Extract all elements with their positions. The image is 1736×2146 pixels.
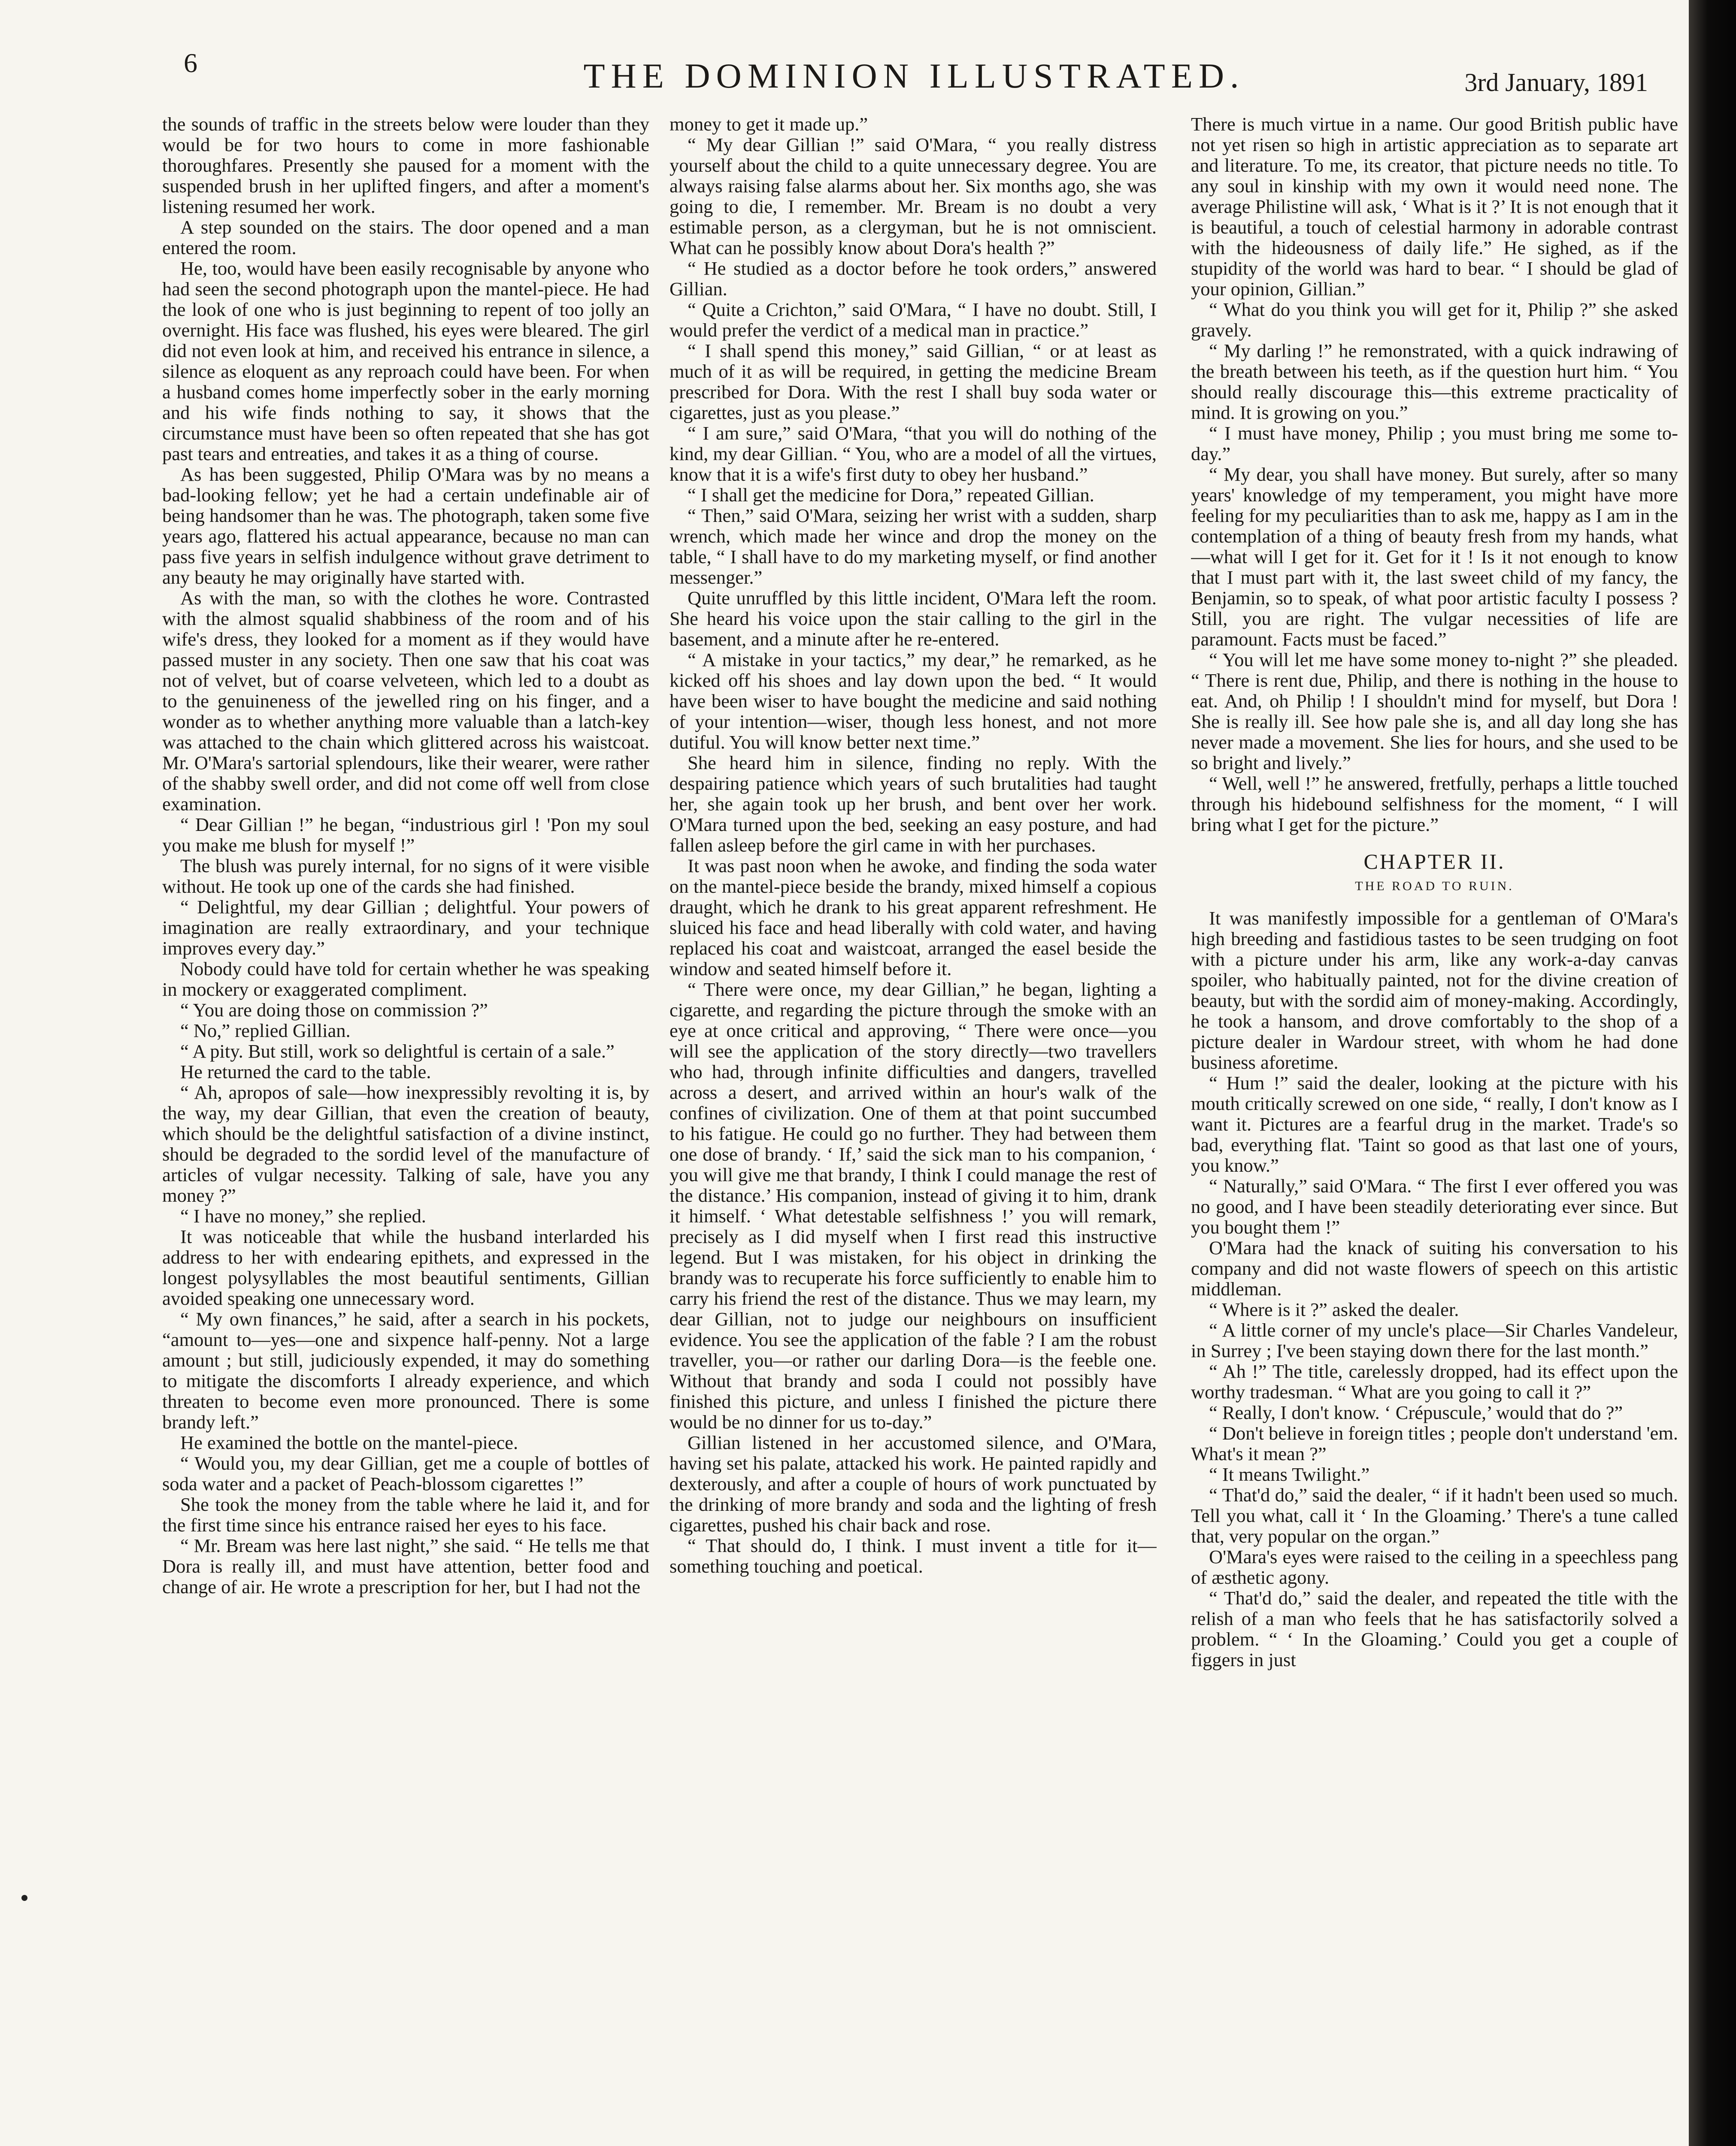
paragraph: “ He studied as a doctor before he took orders,” answered Gillian.	[670, 258, 1157, 300]
paragraph: “ That'd do,” said the dealer, and repeated the title with the relish of a man who feels that he has satisfactorily solved a problem. “ ‘ In the Gloaming.’ Could you get a couple of figgers in just	[1191, 1587, 1678, 1670]
paragraph: “ Naturally,” said O'Mara. “ The first I ever offered you was no good, and I have been steadily deteriorating ever since. But you bought them !”	[1191, 1175, 1678, 1238]
paragraph: “ Really, I don't know. ‘ Crépuscule,’ would that do ?”	[1209, 1402, 1623, 1423]
paragraph: “ I must have money, Philip ; you must bring me some to-day.”	[1191, 422, 1678, 464]
paragraph: It was noticeable that while the husband interlarded his address to her with endearing epithets, and expressed in the longest polysyllables the most beautiful sentiments, Gillian avoided speaking one unnecessary word.	[162, 1226, 649, 1309]
paragraph: “ Delightful, my dear Gillian ; delightful. Your powers of imagination are really extraordinary, and your technique improves every day.”	[162, 896, 649, 959]
page-number: 6	[184, 48, 197, 78]
paragraph: “ You are doing those on commission ?”	[180, 999, 488, 1021]
paragraph: He, too, would have been easily recognisable by anyone who had seen the second photograph upon the mantel-piece. He had the look of one who is just beginning to repent of too jolly an overnight. His face was flushed, his eyes were bleared. The girl did not even look at him, and received his entrance in silence, a silence as eloquent as any reproach could have been. For when a husband comes home imperfectly sober in the early morning and his wife finds nothing to say, it shows that the circumstance must have been so often repeated that she has got past tears and entreaties, and takes it as a thing of course.	[162, 258, 649, 464]
margin-ink-dot	[21, 1895, 27, 1901]
chapter-subtitle: THE ROAD TO RUIN.	[1355, 879, 1514, 893]
paragraph: “ Would you, my dear Gillian, get me a couple of bottles of soda water and a packet of Peach-blossom cigarettes !”	[162, 1452, 649, 1494]
paragraph: As with the man, so with the clothes he wore. Contrasted with the almost squalid shabbiness of the room and of his wife's dress, they looked for a moment as if they would have passed muster in any society. Then one saw that his coat was not of velvet, but of coarse velveteen, which led to a doubt as to the genuineness of the jewelled ring on his finger, and a wonder as to whether anything more valuable than a latch-key was attached to the chain which glittered across his waistcoat. Mr. O'Mara's sartorial splendours, like their wearer, were rather of the shabby swell order, and did not come off well from close examination.	[162, 587, 649, 815]
paragraph: “ I shall spend this money,” said Gillian, “ or at least as much of it as will be required, in getting the medicine Bream prescribed for Dora. With the rest I shall buy soda water or cigarettes, just as you please.”	[670, 340, 1157, 423]
paragraph: “ Hum !” said the dealer, looking at the picture with his mouth critically screwed on one side, “ really, I don't know as I want it. Pictures are a fearful drug in the market. Trade's so bad, everything flat. 'Taint so good as that last one of yours, you know.”	[1191, 1072, 1678, 1176]
paragraph: “ Where is it ?” asked the dealer.	[1209, 1299, 1459, 1320]
paragraph: A step sounded on the stairs. The door opened and a man entered the room.	[162, 216, 649, 258]
paragraph: “ Dear Gillian !” he began, “industrious girl ! 'Pon my soul you make me blush for myself !”	[162, 814, 649, 856]
scan-dark-edge	[1689, 0, 1736, 2146]
paragraph: “ There were once, my dear Gillian,” he began, lighting a cigarette, and regarding the picture through the smoke with an eye at once critical and approving, “ There were once—you will see the application of the story directly—two travellers who had, through infinite difficulties and dangers, travelled across a desert, and arrived within an hour's walk of the confines of civilization. One of them at that point succumbed to his fatigue. He could go no further. They had between them one dose of brandy. ‘ If,’ said the sick man to his companion, ‘ you will give me that brandy, I think I could manage the rest of the distance.’ His companion, instead of giving it to him, drank it himself. ‘ What detestable selfishness !’ you will remark, precisely as I did myself when I first read this instructive legend. But I was mistaken, for his object in drinking the brandy was to recuperate his force sufficiently to enable him to carry his friend the rest of the distance. Thus we may learn, my dear Gillian, not to judge our neighbours on insufficient evidence. You see the application of the fable ? I am the robust traveller, you—or rather our darling Dora—is the feeble one. Without that brandy and soda I could not possibly have finished this picture, and unless I finished the picture there would be no dinner for us to-day.”	[670, 979, 1157, 1433]
page-header	[163, 47, 1665, 107]
text-column-3	[1191, 114, 1678, 2122]
paragraph: She took the money from the table where he laid it, and for the first time since his entrance raised her eyes to his face.	[162, 1494, 649, 1536]
paragraph: “ Well, well !” he answered, fretfully, perhaps a little touched through his hidebound selfishness for the moment, “ I will bring what I get for the picture.”	[1191, 773, 1678, 835]
chapter-heading: CHAPTER II.	[1363, 849, 1506, 873]
paragraph: “ I am sure,” said O'Mara, “that you will do nothing of the kind, my dear Gillian. “ You, who are a model of all the virtues, know that it is a wife's first duty to obey her husband.”	[670, 422, 1157, 485]
masthead-title: THE DOMINION ILLUSTRATED.	[583, 56, 1245, 95]
text-column-1	[162, 114, 649, 2122]
paragraph: O'Mara's eyes were raised to the ceiling in a speechless pang of æsthetic agony.	[1191, 1546, 1678, 1588]
paragraph: “ That'd do,” said the dealer, “ if it hadn't been used so much. Tell you what, call it ‘ In the Gloaming.’ There's a tune called that, very popular on the organ.”	[1191, 1484, 1678, 1547]
paragraph: As has been suggested, Philip O'Mara was by no means a bad-looking fellow; yet he had a certain undefinable air of being handsomer than he was. The photograph, taken some five years ago, flattered his actual appearance, because no man can pass five years in selfish indulgence without grave detriment to any beauty he may originally have started with.	[162, 464, 649, 588]
paragraph: “ A little corner of my uncle's place—Sir Charles Vandeleur, in Surrey ; I've been staying down there for the last month.”	[1191, 1319, 1678, 1361]
paragraph: “ It means Twilight.”	[1209, 1464, 1370, 1485]
paragraph: Nobody could have told for certain whether he was speaking in mockery or exaggerated compliment.	[162, 958, 649, 1000]
paragraph: “ Mr. Bream was here last night,” she said. “ He tells me that Dora is really ill, and must have attention, better food and change of air. He wrote a prescription for her, but I had not the	[162, 1535, 649, 1597]
paragraph: “ Don't believe in foreign titles ; people don't understand 'em. What's it mean ?”	[1191, 1422, 1678, 1464]
paragraph: It was past noon when he awoke, and finding the soda water on the mantel-piece beside the brandy, mixed himself a copious draught, which he drank to his great apparent refreshment. He sluiced his face and head liberally with cold water, and having replaced his coat and waistcoat, arranged the easel beside the window and seated himself before it.	[670, 855, 1157, 979]
paragraph: He returned the card to the table.	[180, 1061, 431, 1082]
paragraph: O'Mara had the knack of suiting his conversation to his company and did not waste flowers of speech on this artistic middleman.	[1191, 1237, 1678, 1300]
paragraph: “ What do you think you will get for it, Philip ?” she asked gravely.	[1191, 299, 1678, 341]
text-column-2	[670, 114, 1157, 2122]
paragraph: “ My dear Gillian !” said O'Mara, “ you really distress yourself about the child to a quite unnecessary degree. You are always raising false alarms about her. Six months ago, she was going to die, I remember. Mr. Bream is no doubt a very estimable person, as a clergyman, but he is not omniscient. What can he possibly know about Dora's health ?”	[670, 134, 1157, 258]
paragraph: “ That should do, I think. I must invent a title for it—something touching and poetical.	[670, 1535, 1157, 1577]
paragraph: money to get it made up.”	[670, 114, 868, 135]
paragraph: “ No,” replied Gillian.	[180, 1020, 351, 1041]
paragraph: “ A mistake in your tactics,” my dear,” he remarked, as he kicked off his shoes and lay down upon the bed. “ It would have been wiser to have bought the medicine and said nothing of your intention—wiser, though less honest, and not more dutiful. You will know better next time.”	[670, 649, 1157, 753]
paragraph: The blush was purely internal, for no signs of it were visible without. He took up one of the cards she had finished.	[162, 855, 649, 897]
paragraph: “ My own finances,” he said, after a search in his pockets, “amount to—yes—one and sixpence half-penny. Not a large amount ; but still, judiciously expended, it may do something to mitigate the discomforts I already experience, and which threaten to become even more pronounced. There is some brandy left.”	[162, 1308, 649, 1433]
paragraph: There is much virtue in a name. Our good British public have not yet risen so high in artistic appreciation as to separate art and literature. To me, its creator, that picture needs no title. To any soul in kinship with my own it would need none. The average Philistine will ask, ‘ What is it ?’ It is not enough that it is beautiful, a touch of celestial harmony in adorable contrast with the hideousness of daily life.” He sighed, as if the stupidity of the world was hard to bear. “ I should be glad of your opinion, Gillian.”	[1191, 114, 1678, 300]
paragraph: He examined the bottle on the mantel-piece.	[180, 1432, 518, 1453]
paragraph: the sounds of traffic in the streets below were louder than they would be for two hours to come in more fashionable thoroughfares. Presently she paused for a moment with the suspended brush in her uplifted fingers, and after a moment's listening resumed her work.	[162, 114, 649, 217]
paragraph: “ A pity. But still, work so delightful is certain of a sale.”	[180, 1040, 615, 1062]
paragraph: Quite unruffled by this little incident, O'Mara left the room. She heard his voice upon the stair calling to the girl in the basement, and a minute after he re-entered.	[670, 587, 1157, 650]
paragraph: “ You will let me have some money to-night ?” she pleaded. “ There is rent due, Philip, and there is nothing in the house to eat. And, oh Philip ! I shouldn't mind for myself, but Dora ! She is really ill. See how pale she is, and all day long she has never made a movement. She lies for hours, and she used to be so bright and lively.”	[1191, 649, 1678, 773]
paragraph: “ Ah !” The title, carelessly dropped, had its effect upon the worthy tradesman. “ What are you going to call it ?”	[1191, 1361, 1678, 1403]
issue-date: 3rd January, 1891	[1464, 68, 1648, 97]
paragraph: It was manifestly impossible for a gentleman of O'Mara's high breeding and fastidious tastes to be seen trudging on foot with a picture under his arm, like any work-a-day canvas spoiler, who habitually painted, not for the divine creation of beauty, but with the sordid aim of money-making. Accordingly, he took a hansom, and drove comfortably to the shop of a picture dealer in Wardour street, with whom he had done business aforetime.	[1191, 907, 1678, 1073]
paragraph: “ Then,” said O'Mara, seizing her wrist with a sudden, sharp wrench, which made her wince and drop the money on the table, “ I shall have to do my marketing myself, or find another messenger.”	[670, 505, 1157, 588]
paragraph: “ My dear, you shall have money. But surely, after so many years' knowledge of my temperament, you might have more feeling for my peculiarities than to ask me, happy as I am in the contemplation of a thing of beauty fresh from my hands, what—what will I get for it. Get for it ! Is it not enough to know that I must part with it, the last sweet child of my fancy, the Benjamin, so to speak, of what poor artistic faculty I possess ? Still, you are right. The vulgar necessities of life are paramount. Facts must be faced.”	[1191, 464, 1678, 650]
paragraph: “ I have no money,” she replied.	[180, 1205, 426, 1227]
paragraph: “ My darling !” he remonstrated, with a quick indrawing of the breath between his teeth, as if the question hurt him. “ You should really discourage this—this extreme practicality of mind. It is growing on you.”	[1191, 340, 1678, 423]
paragraph: She heard him in silence, finding no reply. With the despairing patience which years of such brutalities had taught her, she again took up her brush, and bent over her work. O'Mara turned upon the bed, seeking an easy posture, and had fallen asleep before the girl came in with her purchases.	[670, 752, 1157, 856]
paragraph: “ Quite a Crichton,” said O'Mara, “ I have no doubt. Still, I would prefer the verdict of a medical man in practice.”	[670, 299, 1157, 341]
paragraph: Gillian listened in her accustomed silence, and O'Mara, having set his palate, attacked his work. He painted rapidly and dexterously, and after a couple of hours of work punctuated by the drinking of more brandy and soda and the lighting of fresh cigarettes, pushed his chair back and rose.	[670, 1432, 1157, 1536]
paragraph: “ Ah, apropos of sale—how inexpressibly revolting it is, by the way, my dear Gillian, that even the creation of beauty, which should be the delightful satisfaction of a divine instinct, should be degraded to the sordid level of the manufacture of articles of vulgar necessity. Talking of sale, have you any money ?”	[162, 1082, 649, 1206]
paragraph: “ I shall get the medicine for Dora,” repeated Gillian.	[688, 484, 1094, 506]
